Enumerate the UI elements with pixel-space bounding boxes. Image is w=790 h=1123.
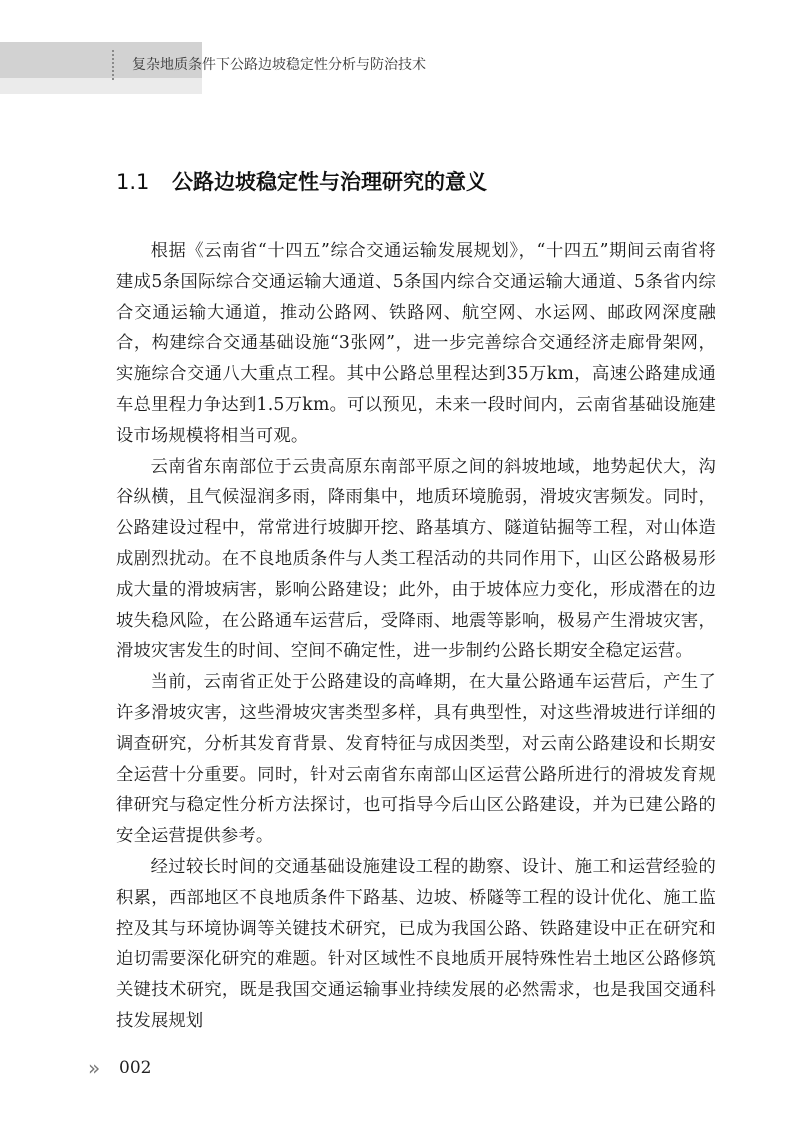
paragraph: 云南省东南部位于云贵高原东南部平原之间的斜坡地域，地势起伏大，沟谷纵横，且气候湿润多雨，降雨集中，地质环境脆弱，滑坡灾害频发。同时，公路建设过程中，常常进行坡脚开挖、路基填方、隧道钻掘等工程，对山体造成剧烈扰动。在不良地质条件与人类工程活动的共同作用下，山区公路极易形成大量的滑坡病害，影响公路建设；此外，由于坡体应力变化，形成潜在的边坡失稳风险，在公路通车运营后，受降雨、地震等影响，极易产生滑坡灾害，滑坡灾害发生的时间、空间不确定性，进一步制约公路长期安全稳定运营。 (116, 456, 716, 662)
body-text (116, 236, 716, 1037)
page-mark-icon: » (88, 1056, 97, 1080)
paragraph: 当前，云南省正处于公路建设的高峰期，在大量公路通车运营后，产生了许多滑坡灾害，这些滑坡灾害类型多样，具有典型性，对这些滑坡进行详细的调查研究，分析其发育背景、发育特征与成因类型，对云南公路建设和长期安全运营十分重要。同时，针对云南省东南部山区运营公路所进行的滑坡发育规律研究与稳定性分析方法探讨，也可指导今后山区公路建设，并为已建公路的安全运营提供参考。 (116, 672, 716, 847)
header-divider (112, 50, 118, 80)
running-title: 复杂地质条件下公路边坡稳定性分析与防治技术 (132, 57, 426, 73)
section-heading (116, 166, 487, 196)
paragraph: 经过较长时间的交通基础设施建设工程的勘察、设计、施工和运营经验的积累，西部地区不良地质条件下路基、边坡、桥隧等工程的设计优化、施工监控及其与环境协调等关键技术研究，已成为我国公路、铁路建设中正在研究和迫切需要深化研究的难题。针对区域性不良地质开展特殊性岩土地区公路修筑关键技术研究，既是我国交通运输事业持续发展的必然需求，也是我国交通科技发展规划 (116, 856, 716, 1031)
section-title: 公路边坡稳定性与治理研究的意义 (172, 170, 487, 194)
section-number: 1.1 (116, 170, 150, 194)
page-number: 002 (119, 1058, 152, 1078)
paragraph: 根据《云南省“十四五”综合交通运输发展规划》，“十四五”期间云南省将建成5条国际综合交通运输大通道、5条国内综合交通运输大通道、5条省内综合交通运输大通道，推动公路网、铁路网、航空网、水运网、邮政网深度融合，构建综合交通基础设施“3张网”，进一步完善综合交通经济走廊骨架网，实施综合交通八大重点工程。其中公路总里程达到35万km，高速公路建成通车总里程力争达到1.5万km。可以预见，未来一段时间内，云南省基础设施建设市场规模将相当可观。 (116, 241, 716, 446)
